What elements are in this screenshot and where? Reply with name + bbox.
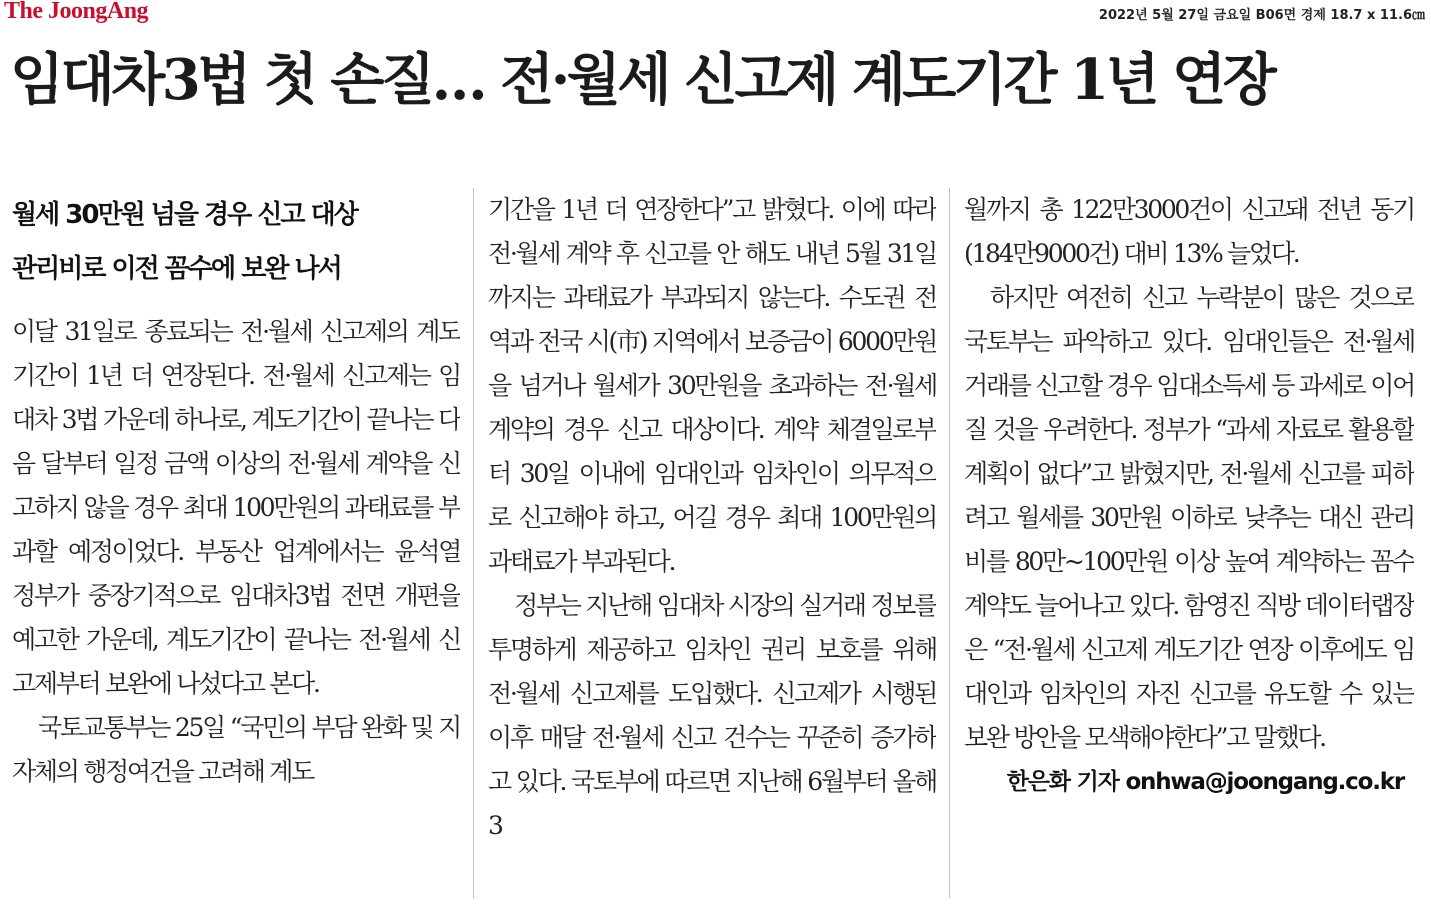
subheadline-line: 월세 30만원 넘을 경우 신고 대상	[12, 200, 357, 230]
newspaper-logo: The JoongAng	[4, 0, 149, 24]
article-column-2	[488, 188, 936, 903]
publication-info: 2022년 5월 27일 금요일 B06면 경제 18.7 x 11.6㎝	[1098, 8, 1425, 23]
article-headline: 임대차3법 첫 손질… 전·월세 신고제 계도기간 1년 연장	[10, 47, 1274, 113]
column-divider	[473, 188, 474, 898]
body-paragraph: 정부는 지난해 임대차 시장의 실거래 정보를 투명하게 제공하고 임차인 권리 보호를 위해 전·월세 신고제를 도입했다. 신고제가 시행된 이후 매달 전·월세 신고 건수는 꾸준히 증가하고 있다. 국토부에 따르면 지난해 6월부터 올해 3	[488, 591, 936, 840]
article-column-3	[964, 188, 1414, 903]
body-paragraph: 국토교통부는 25일 “국민의 부담 완화 및 지자체의 행정여건을 고려해 계도	[12, 713, 460, 786]
article-subheadline	[12, 188, 460, 296]
article-byline: 한은화 기자 onhwa@joongang.co.kr	[1006, 769, 1404, 795]
body-paragraph: 기간을 1년 더 연장한다”고 밝혔다. 이에 따라 전·월세 계약 후 신고를 안 해도 내년 5월 31일까지는 과태료가 부과되지 않는다. 수도권 전역과 전국 시(市) 지역에서 보증금이 6000만원을 넘거나 월세가 30만원을 초과하는 전·월세 계약의 경우 신고 대상이다. 계약 체결일로부터 30일 이내에 임대인과 임차인이 의무적으로 신고해야 하고, 어길 경우 최대 100만원의 과태료가 부과된다.	[488, 195, 936, 576]
subheadline-line: 관리비로 이전 꼼수에 보완 나서	[12, 254, 341, 284]
body-paragraph: 하지만 여전히 신고 누락분이 많은 것으로 국토부는 파악하고 있다. 임대인들은 전·월세 거래를 신고할 경우 임대소득세 등 과세로 이어질 것을 우려한다. 정부가 “과세 자료로 활용할 계획이 없다”고 밝혔지만, 전·월세 신고를 피하려고 월세를 30만원 이하로 낮추는 대신 관리비를 80만~100만원 이상 높여 계약하는 꼼수 계약도 늘어나고 있다. 함영진 직방 데이터랩장은 “전·월세 신고제 계도기간 연장 이후에도 임대인과 임차인의 자진 신고를 유도할 수 있는 보완 방안을 모색해야한다”고 말했다.	[964, 283, 1414, 752]
body-paragraph: 월까지 총 122만3000건이 신고돼 전년 동기(184만9000건) 대비 13% 늘었다.	[964, 195, 1414, 268]
body-paragraph: 이달 31일로 종료되는 전·월세 신고제의 계도기간이 1년 더 연장된다. 전·월세 신고제는 임대차 3법 가운데 하나로, 계도기간이 끝나는 다음 달부터 일정 금액 이상의 전·월세 계약을 신고하지 않을 경우 최대 100만원의 과태료를 부과할 예정이었다. 부동산 업계에서는 윤석열 정부가 중장기적으로 임대차3법 전면 개편을 예고한 가운데, 계도기간이 끝나는 전·월세 신고제부터 보완에 나섰다고 본다.	[12, 317, 460, 698]
masthead	[0, 0, 1431, 30]
article-column-1	[12, 188, 460, 903]
column-divider	[949, 188, 950, 898]
